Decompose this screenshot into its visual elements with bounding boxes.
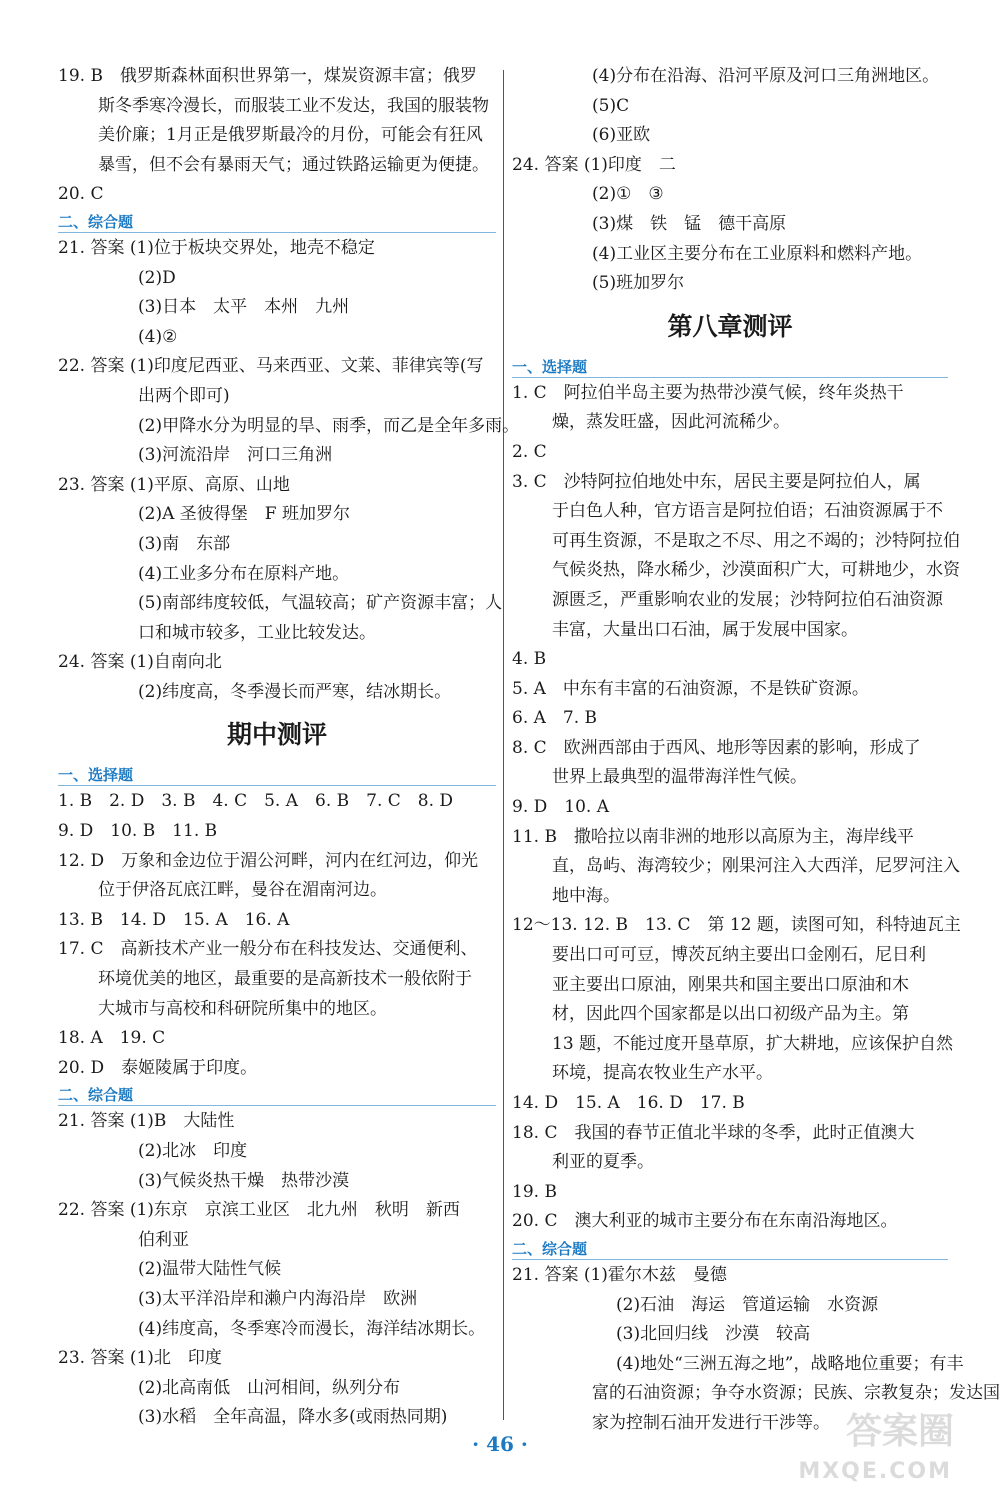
subsection-label: 二、综合题 bbox=[512, 1237, 948, 1261]
answer-line: 1. B 2. D 3. B 4. C 5. A 6. B 7. C 8. D bbox=[58, 791, 454, 812]
answer-line: 20. D 泰姬陵属于印度。 bbox=[58, 1057, 258, 1078]
answer-line: (2)北冰 印度 bbox=[138, 1141, 248, 1161]
answer-line: 2. C bbox=[512, 441, 547, 462]
page-number: · 46 · bbox=[472, 1432, 528, 1456]
answer-line: (3)水稻 全年高温，降水多(或雨热同期) bbox=[138, 1407, 448, 1428]
answer-line: (2)甲降水分为明显的旱、雨季，而乙是全年多雨。 bbox=[138, 415, 520, 436]
answer-line: 出两个即可) bbox=[138, 385, 230, 406]
answer-line: (3)河流沿岸 河口三角洲 bbox=[138, 445, 333, 466]
answer-line: 17. C 高新技术产业一般分布在科技发达、交通便利、 bbox=[58, 939, 478, 960]
answer-line: 20. C 澳大利亚的城市主要分布在东南沿海地区。 bbox=[512, 1211, 898, 1232]
answer-line: 可再生资源，不是取之不尽、用之不竭的；沙特阿拉伯 bbox=[552, 530, 960, 551]
answer-line: 口和城市较多，工业比较发达。 bbox=[138, 622, 376, 643]
answer-line: 美价廉；1月正是俄罗斯最冷的月份，可能会有狂风 bbox=[98, 125, 483, 146]
answer-line: 21. 答案 (1)位于板块交界处，地壳不稳定 bbox=[58, 237, 375, 258]
answer-line: (2)① ③ bbox=[592, 184, 664, 205]
answer-line: 伯利亚 bbox=[138, 1229, 189, 1250]
answer-line: (4)地处“三洲五海之地”，战略地位重要；有丰 bbox=[616, 1353, 964, 1374]
answer-line: 9. D 10. A bbox=[512, 797, 609, 818]
answer-line: (3)太平洋沿岸和濑户内海沿岸 欧洲 bbox=[138, 1288, 418, 1309]
answer-line: 富的石油资源；争夺水资源；民族、宗教复杂；发达国 bbox=[592, 1383, 1000, 1404]
answer-line: (4)分布在沿海、沿河平原及河口三角洲地区。 bbox=[592, 66, 940, 86]
answer-line: 18. C 我国的春节正值北半球的冬季，此时正值澳大 bbox=[512, 1122, 915, 1143]
answer-line: 直，岛屿、海湾较少；刚果河注入大西洋，尼罗河注入 bbox=[552, 856, 960, 877]
answer-line: (3)北回归线 沙漠 较高 bbox=[616, 1324, 811, 1345]
answer-line: 位于伊洛瓦底江畔，曼谷在湄南河边。 bbox=[98, 880, 387, 901]
watermark-site: MXQE.COM bbox=[798, 1459, 952, 1484]
answer-line: (6)亚欧 bbox=[592, 125, 651, 146]
answer-line: (4)工业多分布在原料产地。 bbox=[138, 563, 350, 584]
answer-line: 斯冬季寒冷漫长，而服装工业不发达，我国的服装物 bbox=[98, 95, 489, 116]
answer-line: (4)纬度高，冬季寒冷而漫长，海洋结冰期长。 bbox=[138, 1318, 486, 1339]
answer-line: 1. C 阿拉伯半岛主要为热带沙漠气候，终年炎热干 bbox=[512, 382, 904, 403]
answer-line: 6. A 7. B bbox=[512, 708, 598, 729]
answer-line: 源匮乏，严重影响农业的发展；沙特阿拉伯石油资源 bbox=[552, 589, 943, 610]
section-heading: 期中测评 bbox=[226, 720, 327, 750]
left-column bbox=[58, 62, 520, 1433]
answer-line: 19. B 俄罗斯森林面积世界第一，煤炭资源丰富；俄罗 bbox=[58, 66, 477, 86]
answer-line: 4. B bbox=[512, 649, 547, 670]
answer-line: (4)② bbox=[138, 326, 178, 347]
answer-line: 环境，提高农牧业生产水平。 bbox=[552, 1063, 773, 1084]
column-divider bbox=[503, 70, 504, 1420]
answer-line: 12. D 万象和金边位于湄公河畔，河内在红河边，仰光 bbox=[58, 850, 479, 871]
answer-line: 于白色人种，官方语言是阿拉伯语；石油资源属于不 bbox=[552, 501, 943, 522]
answer-line: (2)A 圣彼得堡 F 班加罗尔 bbox=[138, 504, 350, 525]
answer-line: 5. A 中东有丰富的石油资源，不是铁矿资源。 bbox=[512, 678, 869, 699]
answer-line: 13. B 14. D 15. A 16. A bbox=[58, 909, 290, 930]
answer-line: 22. 答案 (1)印度尼西亚、马来西亚、文莱、菲律宾等(写 bbox=[58, 356, 484, 377]
answer-line: 材，因此四个国家都是以出口初级产品为主。第 bbox=[552, 1004, 909, 1025]
watermark bbox=[792, 1406, 982, 1488]
answer-line: (5)C bbox=[592, 95, 630, 116]
answer-line: 8. C 欧洲西部由于西风、地形等因素的影响，形成了 bbox=[512, 737, 921, 758]
answer-line: 20. C bbox=[58, 184, 104, 205]
answer-line: (3)气候炎热干燥 热带沙漠 bbox=[138, 1170, 350, 1191]
answer-line: 地中海。 bbox=[552, 885, 620, 906]
answer-line: (2)纬度高，冬季漫长而严寒，结冰期长。 bbox=[138, 681, 452, 702]
answer-line: (2)D bbox=[138, 267, 176, 288]
right-column bbox=[512, 62, 1000, 1439]
answer-line: 23. 答案 (1)北 印度 bbox=[58, 1348, 222, 1369]
answer-line: 24. 答案 (1)自南向北 bbox=[58, 652, 222, 673]
answer-line: 要出口可可豆，博茨瓦纳主要出口金刚石，尼日利 bbox=[552, 945, 926, 966]
answer-line: 21. 答案 (1)B 大陆性 bbox=[58, 1111, 235, 1132]
watermark-logo: 答案圈 bbox=[845, 1411, 954, 1452]
answer-line: 环境优美的地区，最重要的是高新技术一般依附于 bbox=[98, 969, 472, 990]
answer-line: (3)日本 太平 本州 九州 bbox=[138, 297, 350, 318]
answer-line: 燥，蒸发旺盛，因此河流稀少。 bbox=[552, 412, 790, 433]
answer-line: 13 题，不能过度开垦草原，扩大耕地，应该保护自然 bbox=[552, 1033, 954, 1054]
subsection-label: 二、综合题 bbox=[58, 210, 496, 234]
answer-line: (4)工业区主要分布在工业原料和燃料产地。 bbox=[592, 243, 923, 264]
answer-line: 家为控制石油开发进行干涉等。 bbox=[592, 1412, 830, 1433]
answer-line: 14. D 15. A 16. D 17. B bbox=[512, 1093, 745, 1113]
answer-line: 21. 答案 (1)霍尔木兹 曼德 bbox=[512, 1264, 727, 1285]
answer-line: (5)班加罗尔 bbox=[592, 273, 685, 294]
answer-line: (5)南部纬度较低，气温较高；矿产资源丰富；人 bbox=[138, 593, 503, 614]
answer-line: 24. 答案 (1)印度 二 bbox=[512, 154, 676, 175]
answer-line: 利亚的夏季。 bbox=[552, 1152, 654, 1173]
answer-line: (2)温带大陆性气候 bbox=[138, 1259, 282, 1280]
answer-line: (2)石油 海运 管道运输 水资源 bbox=[616, 1294, 879, 1315]
answer-line: 12～13. 12. B 13. C 第 12 题，读图可知，科特迪瓦主 bbox=[512, 915, 961, 936]
answer-line: 大城市与高校和科研院所集中的地区。 bbox=[98, 998, 387, 1019]
answer-line: 3. C 沙特阿拉伯地处中东，居民主要是阿拉伯人，属 bbox=[512, 471, 921, 492]
section-heading: 第八章测评 bbox=[667, 311, 793, 341]
answer-line: 丰富，大量出口石油，属于发展中国家。 bbox=[552, 619, 858, 640]
answer-line: 11. B 撒哈拉以南非洲的地形以高原为主，海岸线平 bbox=[512, 826, 914, 847]
answer-line: 暴雪，但不会有暴雨天气；通过铁路运输更为便捷。 bbox=[98, 154, 489, 175]
subsection-label: 二、综合题 bbox=[58, 1083, 496, 1107]
subsection-label: 一、选择题 bbox=[512, 355, 948, 379]
answer-line: (2)北高南低 山河相间，纵列分布 bbox=[138, 1377, 401, 1398]
answer-line: 世界上最典型的温带海洋性气候。 bbox=[552, 767, 807, 788]
answer-line: 23. 答案 (1)平原、高原、山地 bbox=[58, 474, 290, 495]
answer-line: 22. 答案 (1)东京 京滨工业区 北九州 秋明 新西 bbox=[58, 1200, 460, 1221]
answer-line: 18. A 19. C bbox=[58, 1028, 166, 1049]
subsection-label: 一、选择题 bbox=[58, 763, 496, 787]
answer-line: (3)南 东部 bbox=[138, 533, 231, 554]
answer-line: 9. D 10. B 11. B bbox=[58, 821, 218, 842]
answer-line: 气候炎热，降水稀少，沙漠面积广大，可耕地少，水资 bbox=[552, 560, 960, 581]
answer-line: (3)煤 铁 锰 德干高原 bbox=[592, 213, 787, 234]
answer-line: 19. B bbox=[512, 1181, 557, 1202]
answer-line: 亚主要出口原油，刚果共和国主要出口原油和木 bbox=[552, 974, 909, 995]
